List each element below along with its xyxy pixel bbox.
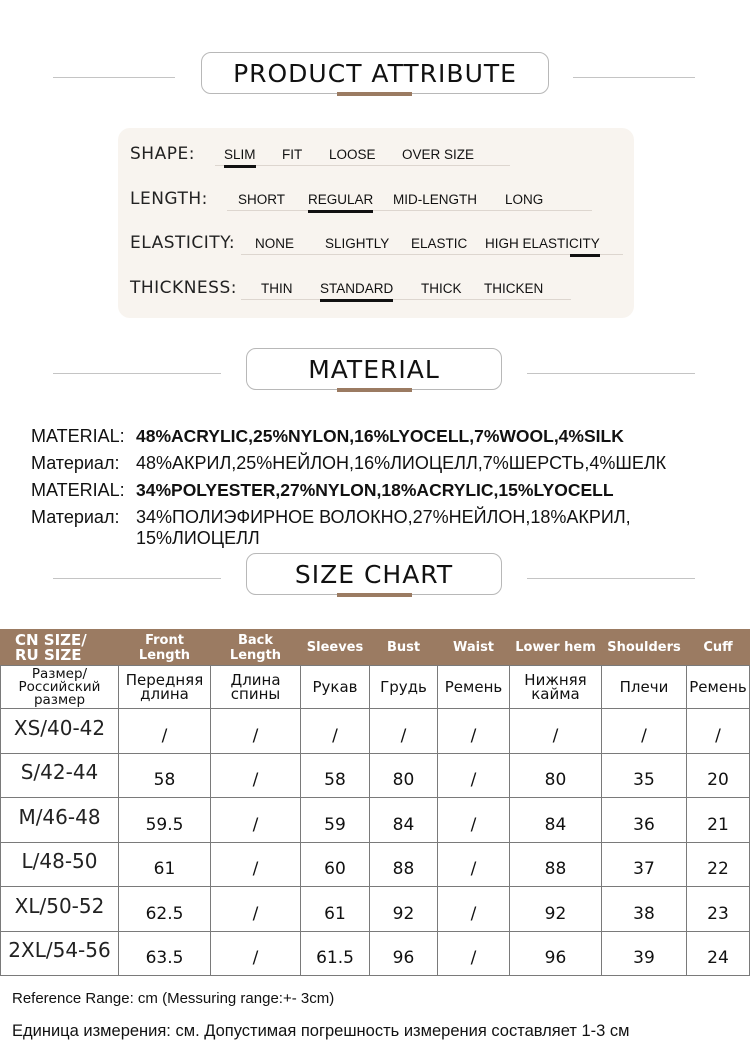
measurement-cell: 37 — [602, 842, 687, 887]
header-cell-ru: Рукав — [301, 666, 370, 709]
measurement-cell: 24 — [687, 931, 750, 976]
size-table-body — [1, 709, 750, 976]
measurement-cell: / — [211, 887, 301, 932]
measurement-cell: / — [211, 798, 301, 843]
attribute-row-elasticity — [130, 227, 630, 257]
note-ru: Единица измерения: см. Допустимая погрешность измерения составляет 1-3 см — [12, 1022, 630, 1040]
size-label-cell: XL/50-52 — [1, 887, 119, 932]
measurement-cell: 80 — [510, 753, 602, 798]
measurement-cell: 58 — [119, 753, 211, 798]
divider-line — [527, 373, 695, 374]
measurement-cell: 92 — [370, 887, 438, 932]
option-mid-length: MID-LENGTH — [393, 192, 477, 207]
measurement-cell: / — [211, 842, 301, 887]
section-title: PRODUCT ATTRIBUTE — [201, 52, 549, 94]
header-cell: Shoulders — [602, 630, 687, 666]
material-line — [31, 450, 731, 477]
material-line — [31, 477, 731, 504]
measurement-cell: / — [119, 709, 211, 754]
material-key: Материал: — [31, 453, 120, 473]
measurement-cell: 20 — [687, 753, 750, 798]
table-row — [1, 709, 750, 754]
size-chart-table — [0, 629, 750, 976]
header-cell: CN SIZE/ RU SIZE — [1, 630, 119, 666]
material-line — [31, 423, 731, 450]
measurement-cell: / — [211, 931, 301, 976]
option-underline — [241, 299, 571, 300]
size-label-cell: L/48-50 — [1, 842, 119, 887]
size-label-cell: XS/40-42 — [1, 709, 119, 754]
header-cell-ru: Ремень — [438, 666, 510, 709]
measurement-cell: 62.5 — [119, 887, 211, 932]
table-row — [1, 842, 750, 887]
option-standard: STANDARD — [320, 281, 394, 296]
option-thicken: THICKEN — [484, 281, 544, 296]
measurement-cell: 35 — [602, 753, 687, 798]
measurement-cell: 23 — [687, 887, 750, 932]
measurement-cell: / — [438, 931, 510, 976]
measurement-cell: 84 — [370, 798, 438, 843]
option-underline — [227, 210, 592, 211]
attribute-label: THICKNESS: — [130, 278, 237, 298]
measurement-cell: / — [438, 798, 510, 843]
measurement-cell: 60 — [301, 842, 370, 887]
measurement-cell: 92 — [510, 887, 602, 932]
measurement-cell: 39 — [602, 931, 687, 976]
header-cell-ru: Размер/ Российский размер — [1, 666, 119, 709]
section-title: MATERIAL — [246, 348, 502, 390]
measurement-cell: / — [438, 887, 510, 932]
header-cell-ru: Ремень — [687, 666, 750, 709]
measurement-cell: / — [211, 709, 301, 754]
measurement-cell: / — [438, 753, 510, 798]
attribute-label: LENGTH: — [130, 189, 208, 209]
material-value: 34%POLYESTER,27%NYLON,18%ACRYLIC,15%LYOCELL — [136, 480, 614, 500]
attribute-panel — [118, 128, 634, 318]
material-value: 48%ACRYLIC,25%NYLON,16%LYOCELL,7%WOOL,4%SILK — [136, 426, 624, 446]
table-row — [1, 931, 750, 976]
option-underline — [215, 165, 510, 166]
header-cell: Sleeves — [301, 630, 370, 666]
table-header-row-ru — [1, 666, 750, 709]
measurement-cell: 36 — [602, 798, 687, 843]
material-value-continuation: 15%ЛИОЦЕЛЛ — [136, 528, 260, 548]
measurement-cell: 58 — [301, 753, 370, 798]
measurement-cell: / — [438, 709, 510, 754]
measurement-cell: 59.5 — [119, 798, 211, 843]
measurement-cell: 96 — [370, 931, 438, 976]
note-en: Reference Range: cm (Messuring range:+- 3cm) — [12, 990, 335, 1007]
option-slightly: SLIGHTLY — [325, 236, 390, 251]
header-cell: Back Length — [211, 630, 301, 666]
measurement-notes — [12, 988, 742, 1042]
accent-bar — [337, 593, 412, 597]
table-row — [1, 753, 750, 798]
option-short: SHORT — [238, 192, 286, 207]
table-header-row-en — [1, 630, 750, 666]
divider-line — [53, 373, 221, 374]
option-slim: SLIM — [224, 147, 256, 162]
measurement-cell: / — [370, 709, 438, 754]
product-attribute-heading — [0, 52, 750, 102]
measurement-cell: 22 — [687, 842, 750, 887]
measurement-cell: 61.5 — [301, 931, 370, 976]
divider-line — [53, 77, 175, 78]
measurement-cell: 88 — [370, 842, 438, 887]
table-row — [1, 798, 750, 843]
material-value: 34%ПОЛИЭФИРНОЕ ВОЛОКНО,27%НЕЙЛОН,18%АКРИЛ, — [136, 507, 631, 527]
option-over-size: OVER SIZE — [402, 147, 475, 162]
option-none: NONE — [255, 236, 295, 251]
divider-line — [53, 578, 221, 579]
header-cell-ru: Грудь — [370, 666, 438, 709]
header-cell-ru: Нижняя кайма — [510, 666, 602, 709]
accent-bar — [337, 92, 412, 96]
attribute-row-thickness — [130, 272, 630, 302]
header-cell: Bust — [370, 630, 438, 666]
accent-bar — [337, 388, 412, 392]
option-fit: FIT — [282, 147, 303, 162]
option-underline — [241, 254, 623, 255]
measurement-cell: / — [510, 709, 602, 754]
option-long: LONG — [505, 192, 544, 207]
material-key: Материал: — [31, 507, 120, 527]
measurement-cell: 84 — [510, 798, 602, 843]
measurement-cell: 38 — [602, 887, 687, 932]
divider-line — [527, 578, 695, 579]
header-cell-ru: Длина спины — [211, 666, 301, 709]
material-value: 48%АКРИЛ,25%НЕЙЛОН,16%ЛИОЦЕЛЛ,7%ШЕРСТЬ,4%ШЕЛК — [136, 453, 667, 473]
measurement-cell: 61 — [301, 887, 370, 932]
measurement-cell: 21 — [687, 798, 750, 843]
header-cell: Cuff — [687, 630, 750, 666]
option-elastic: ELASTIC — [411, 236, 468, 251]
attribute-row-length — [130, 183, 610, 213]
measurement-cell: 61 — [119, 842, 211, 887]
option-thin: THIN — [261, 281, 293, 296]
header-cell-ru: Плечи — [602, 666, 687, 709]
size-label-cell: 2XL/54-56 — [1, 931, 119, 976]
measurement-cell: 88 — [510, 842, 602, 887]
attribute-label: SHAPE: — [130, 144, 195, 164]
measurement-cell: / — [301, 709, 370, 754]
measurement-cell: / — [602, 709, 687, 754]
measurement-cell: 96 — [510, 931, 602, 976]
material-key: MATERIAL: — [31, 426, 125, 446]
measurement-cell: 59 — [301, 798, 370, 843]
measurement-cell: / — [438, 842, 510, 887]
size-label-cell: S/42-44 — [1, 753, 119, 798]
attribute-label: ELASTICITY: — [130, 233, 236, 253]
header-cell: Front Length — [119, 630, 211, 666]
attribute-row-shape — [130, 138, 610, 168]
measurement-cell: / — [211, 753, 301, 798]
header-cell-ru: Передняя длина — [119, 666, 211, 709]
option-regular: REGULAR — [308, 192, 374, 207]
material-key: MATERIAL: — [31, 480, 125, 500]
section-title: SIZE CHART — [246, 553, 502, 595]
size-chart-heading — [0, 553, 750, 603]
option-high-elasticity: HIGH ELASTICITY — [485, 236, 600, 251]
measurement-cell: 80 — [370, 753, 438, 798]
table-row — [1, 887, 750, 932]
option-loose: LOOSE — [329, 147, 376, 162]
header-cell: Lower hem — [510, 630, 602, 666]
measurement-cell: 63.5 — [119, 931, 211, 976]
material-heading — [0, 348, 750, 398]
divider-line — [573, 77, 695, 78]
size-label-cell: M/46-48 — [1, 798, 119, 843]
material-composition — [31, 423, 731, 549]
measurement-cell: / — [687, 709, 750, 754]
option-thick: THICK — [421, 281, 462, 296]
header-cell: Waist — [438, 630, 510, 666]
